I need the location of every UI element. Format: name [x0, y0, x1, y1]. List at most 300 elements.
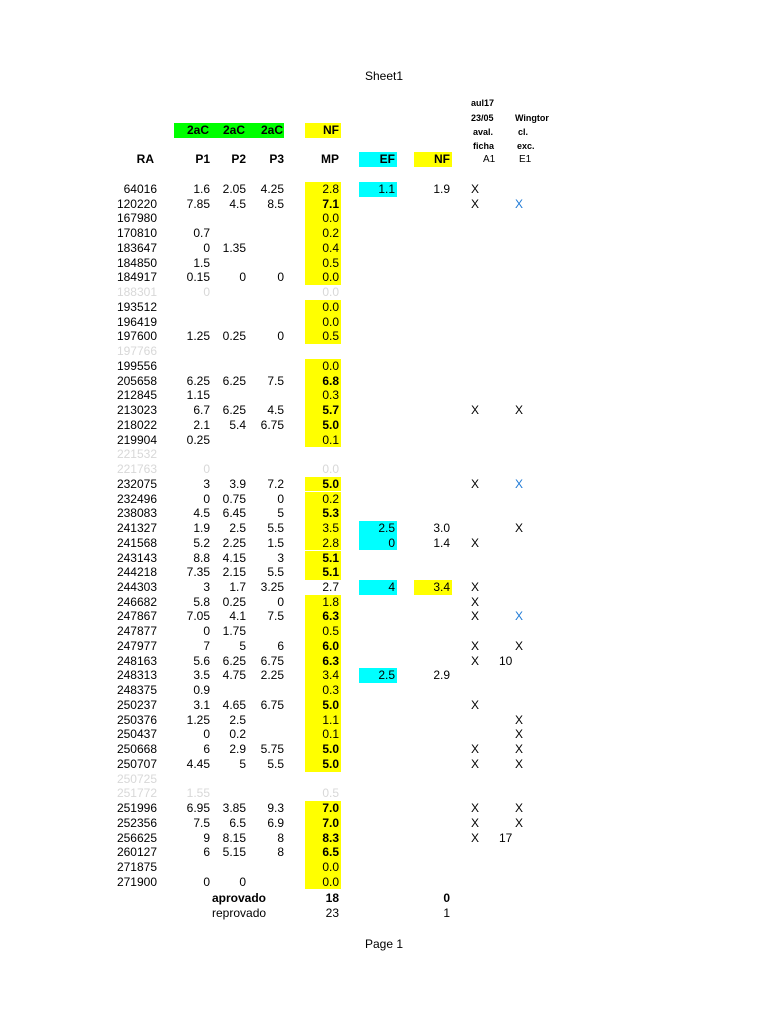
- cell-p2: 5: [239, 756, 246, 771]
- table-row: [0, 786, 768, 801]
- cell-mp: 0.0: [305, 315, 341, 330]
- cell-mp: 0.0: [305, 359, 341, 374]
- cell-p1: [160, 860, 210, 875]
- cell-ra: 241327: [116, 521, 157, 536]
- cell-ra: 247877: [116, 624, 157, 639]
- table-row: [0, 742, 768, 757]
- cell-p2: 1.7: [229, 579, 246, 594]
- cell-ra: 247867: [116, 609, 157, 624]
- cell-mp: 0.1: [305, 433, 341, 448]
- cell-ra: 251772: [116, 786, 157, 801]
- cell-p1: 7: [203, 638, 210, 653]
- cell-p3: 6.75: [260, 697, 284, 712]
- cell-p1: 0.7: [193, 226, 210, 241]
- cell-mp: 5.3: [305, 506, 341, 521]
- cell-p2: 6.5: [229, 815, 246, 830]
- cell-p2: 0.25: [222, 329, 246, 344]
- table-row: [0, 182, 768, 197]
- cell-mp: 5.0: [305, 698, 341, 713]
- cell-ra: 184917: [116, 270, 157, 285]
- cell-p3: 4.25: [260, 182, 284, 196]
- cell-p3: 5.75: [260, 742, 284, 757]
- page-number: Page 1: [364, 937, 404, 951]
- cell-p1: 0.25: [186, 432, 210, 447]
- cell-mp: [305, 772, 341, 787]
- table-row: [0, 875, 768, 890]
- cell-p1: 1.25: [186, 329, 210, 344]
- approved-label: aprovado: [212, 891, 267, 905]
- cell-p1: [160, 447, 210, 462]
- cell-ra: 250668: [116, 742, 157, 757]
- cell-p2: 2.05: [222, 182, 246, 196]
- cell-ra: 199556: [116, 358, 157, 373]
- cell-a1: X: [471, 609, 480, 624]
- cell-p2: 2.9: [229, 742, 246, 757]
- cell-p2: 0.75: [222, 491, 246, 506]
- cell-e1: X: [515, 196, 524, 211]
- cell-mp: 6.0: [305, 639, 341, 654]
- cell-ra: 243143: [116, 550, 157, 565]
- cell-a1: X: [471, 697, 480, 712]
- approved-nf-count: 0: [443, 891, 450, 905]
- cell-e1: X: [515, 756, 524, 771]
- cell-p3: [246, 447, 284, 462]
- cell-p2: [210, 359, 246, 374]
- cell-p1: 3.5: [193, 668, 210, 683]
- cell-p2: [210, 860, 246, 875]
- cell-p3: [246, 786, 284, 801]
- cell-p3: 6.9: [267, 815, 284, 830]
- cell-p1: 0: [203, 240, 210, 255]
- cell-p2: [210, 300, 246, 315]
- cell-ra: 271875: [116, 860, 157, 875]
- cell-ef: 1.1: [359, 182, 397, 197]
- cell-ra: 212845: [116, 388, 157, 403]
- cell-p2: 0.2: [229, 727, 246, 742]
- cell-mp: 0.2: [305, 226, 341, 241]
- cell-mp: 0.0: [305, 211, 341, 226]
- cell-ra: 250376: [116, 712, 157, 727]
- cell-mp: 5.1: [305, 551, 341, 566]
- cell-p1: [160, 315, 210, 330]
- cell-p2: [210, 447, 246, 462]
- cell-p2: 2.5: [229, 712, 246, 727]
- cell-p3: [246, 772, 284, 787]
- cell-a1-note: 17: [499, 830, 513, 845]
- cell-mp: 5.0: [305, 742, 341, 757]
- cell-p3: 0: [277, 329, 284, 344]
- table-row: [0, 315, 768, 330]
- cell-p3: [246, 433, 284, 448]
- cell-a1: X: [471, 638, 480, 653]
- cell-p2: 6.45: [222, 506, 246, 521]
- cell-e1: X: [515, 638, 524, 653]
- cell-ra: 244218: [116, 565, 157, 580]
- cell-p2: [210, 344, 246, 359]
- cell-mp: 5.0: [305, 418, 341, 433]
- table-row: [0, 388, 768, 403]
- cell-p3: [246, 344, 284, 359]
- cell-p1: 4.5: [193, 506, 210, 521]
- cell-p1: 6.25: [186, 373, 210, 388]
- table-row: [0, 211, 768, 226]
- cell-a1: X: [471, 594, 480, 609]
- cell-e1: X: [515, 815, 524, 830]
- cell-e1: X: [515, 476, 524, 491]
- cell-mp: 3.5: [305, 521, 341, 536]
- cell-p3: 7.2: [267, 476, 284, 491]
- cell-nf: 1.4: [433, 535, 450, 550]
- cell-p1: 6: [203, 845, 210, 860]
- cell-nf: 1.9: [433, 182, 450, 196]
- cell-a1: X: [471, 535, 480, 550]
- cell-p1: 7.85: [186, 196, 210, 211]
- cell-mp: 0.5: [322, 786, 339, 801]
- cell-p1: 5.8: [193, 594, 210, 609]
- table-row: [0, 580, 768, 595]
- cell-p3: 3: [277, 550, 284, 565]
- cell-p1: 6.7: [193, 403, 210, 418]
- cell-mp: 0.2: [305, 492, 341, 507]
- cell-ra: 213023: [116, 403, 157, 418]
- table-row: [0, 492, 768, 507]
- cell-mp: 2.8: [305, 182, 341, 197]
- cell-p3: 2.25: [260, 668, 284, 683]
- cell-p3: 4.5: [267, 403, 284, 418]
- cell-p1: 3.1: [193, 697, 210, 712]
- note-wing-3: exc.: [517, 141, 535, 151]
- cell-p3: [246, 226, 284, 241]
- cell-ra: 219904: [116, 432, 157, 447]
- cell-e1: X: [515, 712, 524, 727]
- cell-p2: [210, 388, 246, 403]
- cell-mp: 2.7: [322, 579, 339, 594]
- cell-p3: 7.5: [267, 373, 284, 388]
- cell-p2: [210, 285, 246, 300]
- cell-mp: 0.5: [305, 256, 341, 271]
- cell-p1: 3: [203, 579, 210, 594]
- note-aul-3: aval.: [473, 127, 494, 137]
- cell-nf: 2.9: [433, 668, 450, 683]
- group-header-p1: 2aC: [174, 123, 210, 138]
- cell-ra: 252356: [116, 815, 157, 830]
- cell-p3: 5.5: [267, 521, 284, 536]
- cell-ra: 241568: [116, 535, 157, 550]
- cell-p1: 0: [203, 285, 210, 300]
- table-row: [0, 359, 768, 374]
- cell-p3: [246, 285, 284, 300]
- table-row: [0, 713, 768, 728]
- failed-mp-count: 23: [325, 906, 339, 920]
- cell-p1: 0.9: [193, 683, 210, 698]
- table-row: [0, 698, 768, 713]
- table-row: [0, 565, 768, 580]
- table-row: [0, 639, 768, 654]
- table-row: [0, 447, 768, 462]
- cell-p3: 9.3: [267, 801, 284, 816]
- table-row: [0, 462, 768, 477]
- table-row: [0, 521, 768, 536]
- table-row: [0, 329, 768, 344]
- cell-p1: 3: [203, 476, 210, 491]
- cell-ra: 221763: [116, 462, 157, 477]
- cell-mp: 6.5: [305, 845, 341, 860]
- cell-a1-note: 10: [499, 653, 513, 668]
- cell-ra: 248375: [116, 683, 157, 698]
- cell-ra: 248313: [116, 668, 157, 683]
- cell-p2: 2.5: [229, 521, 246, 536]
- cell-p1: 8.8: [193, 550, 210, 565]
- cell-p3: [246, 860, 284, 875]
- cell-ra: 246682: [116, 594, 157, 609]
- cell-a1: X: [471, 196, 480, 211]
- cell-mp: 0.0: [305, 270, 341, 285]
- cell-p2: 2.15: [222, 565, 246, 580]
- cell-mp: 5.1: [305, 565, 341, 580]
- cell-p2: [210, 772, 246, 787]
- cell-p3: 5: [277, 506, 284, 521]
- cell-p3: [246, 241, 284, 256]
- cell-ra: 250437: [116, 727, 157, 742]
- table-row: [0, 344, 768, 359]
- cell-p3: 0: [277, 491, 284, 506]
- cell-p1: [160, 772, 210, 787]
- table-row: [0, 226, 768, 241]
- cell-e1: X: [515, 801, 524, 816]
- cell-p3: 3.25: [260, 579, 284, 594]
- cell-mp: 7.0: [305, 801, 341, 816]
- table-row: [0, 197, 768, 212]
- cell-nf: 3.4: [414, 580, 452, 595]
- cell-e1: X: [515, 727, 524, 742]
- cell-ra: 167980: [116, 211, 157, 226]
- cell-p1: 2.1: [193, 417, 210, 432]
- table-row: [0, 727, 768, 742]
- cell-p1: 0: [203, 462, 210, 477]
- cell-p2: 6.25: [222, 653, 246, 668]
- table-row: [0, 595, 768, 610]
- cell-ra: 170810: [116, 226, 157, 241]
- col-header-ra: RA: [136, 152, 154, 166]
- col-header-ef: EF: [359, 152, 397, 167]
- group-header-p3: 2aC: [246, 123, 284, 138]
- cell-p3: [246, 359, 284, 374]
- cell-p1: 9: [203, 830, 210, 845]
- cell-ra: 221532: [116, 447, 157, 462]
- cell-p1: [160, 359, 210, 374]
- cell-mp: 0.3: [305, 388, 341, 403]
- cell-p1: 7.5: [193, 815, 210, 830]
- cell-ra: 193512: [116, 299, 157, 314]
- cell-p2: 1.35: [222, 240, 246, 255]
- cell-p3: [246, 624, 284, 639]
- cell-p2: 2.25: [222, 535, 246, 550]
- cell-ra: 256625: [116, 830, 157, 845]
- table-row: [0, 477, 768, 492]
- cell-p2: 4.65: [222, 697, 246, 712]
- cell-mp: 0.0: [305, 860, 341, 875]
- cell-ef: 2.5: [359, 521, 397, 536]
- col-header-nf: NF: [414, 152, 452, 167]
- cell-ef: 4: [359, 580, 397, 595]
- cell-p3: [246, 388, 284, 403]
- cell-mp: 6.3: [305, 609, 341, 624]
- cell-p2: [210, 226, 246, 241]
- cell-mp: 2.8: [305, 536, 341, 551]
- cell-mp: 0.0: [322, 285, 339, 300]
- table-row: [0, 536, 768, 551]
- table-row: [0, 270, 768, 285]
- cell-e1: X: [515, 521, 524, 536]
- cell-ra: 250725: [116, 771, 157, 786]
- cell-p2: 1.75: [222, 624, 246, 639]
- cell-p3: 8: [277, 830, 284, 845]
- cell-p1: 0: [203, 727, 210, 742]
- cell-ra: 205658: [116, 373, 157, 388]
- table-row: [0, 757, 768, 772]
- cell-p1: 1.9: [193, 521, 210, 536]
- cell-mp: 5.7: [305, 403, 341, 418]
- cell-ra: 232496: [116, 491, 157, 506]
- cell-ra: 244303: [116, 579, 157, 594]
- cell-p2: [210, 433, 246, 448]
- cell-mp: 0.0: [305, 875, 341, 890]
- table-row: [0, 506, 768, 521]
- cell-p3: [246, 713, 284, 728]
- cell-mp: 0.3: [305, 683, 341, 698]
- table-row: [0, 845, 768, 860]
- cell-e1: X: [515, 609, 524, 624]
- cell-p1: 7.35: [186, 565, 210, 580]
- cell-p1: 5.6: [193, 653, 210, 668]
- cell-ra: 250707: [116, 756, 157, 771]
- cell-p1: [160, 211, 210, 226]
- cell-p1: 0.15: [186, 270, 210, 285]
- cell-a1: X: [471, 756, 480, 771]
- cell-p1: 6.95: [186, 801, 210, 816]
- table-row: [0, 609, 768, 624]
- cell-ra: 183647: [116, 240, 157, 255]
- cell-p3: 6: [277, 638, 284, 653]
- cell-p3: 7.5: [267, 609, 284, 624]
- cell-p1: 1.25: [186, 712, 210, 727]
- col-header-e1: E1: [519, 154, 532, 165]
- cell-p1: 0: [203, 874, 210, 889]
- cell-p3: [246, 875, 284, 890]
- table-row: [0, 418, 768, 433]
- approved-mp-count: 18: [325, 891, 339, 905]
- cell-a1: X: [471, 801, 480, 816]
- table-row: [0, 816, 768, 831]
- failed-nf-count: 1: [443, 906, 450, 920]
- cell-mp: 3.4: [305, 668, 341, 683]
- table-row: [0, 256, 768, 271]
- table-row: [0, 801, 768, 816]
- cell-p3: [246, 211, 284, 226]
- cell-p1: [160, 344, 210, 359]
- cell-nf: 3.0: [433, 521, 450, 536]
- cell-ra: 184850: [116, 255, 157, 270]
- cell-p2: 6.25: [222, 403, 246, 418]
- cell-p1: 5.2: [193, 535, 210, 550]
- sheet-title: Sheet1: [364, 69, 404, 83]
- group-header-mp: NF: [305, 123, 341, 138]
- cell-ra: 196419: [116, 314, 157, 329]
- table-row: [0, 831, 768, 846]
- cell-a1: X: [471, 815, 480, 830]
- cell-p3: 8: [277, 845, 284, 860]
- cell-p1: 7.05: [186, 609, 210, 624]
- note-aul-1: aul17: [471, 98, 495, 108]
- group-header-p2: 2aC: [210, 123, 246, 138]
- cell-ra: 218022: [116, 417, 157, 432]
- cell-p3: [246, 315, 284, 330]
- cell-a1: X: [471, 579, 480, 594]
- cell-p3: [246, 462, 284, 477]
- cell-ra: 260127: [116, 845, 157, 860]
- cell-p2: 5: [239, 638, 246, 653]
- note-wing-1: Wingtor: [515, 113, 549, 123]
- cell-ra: 197766: [116, 344, 157, 359]
- cell-p2: 5.4: [229, 417, 246, 432]
- table-row: [0, 551, 768, 566]
- cell-ef: 2.5: [359, 668, 397, 683]
- cell-p2: 8.15: [222, 830, 246, 845]
- cell-mp: 1.8: [305, 595, 341, 610]
- cell-ra: 247977: [116, 638, 157, 653]
- table-row: [0, 683, 768, 698]
- cell-ra: 271900: [116, 874, 157, 889]
- cell-p1: 1.6: [193, 182, 210, 196]
- cell-mp: 0.0: [322, 462, 339, 477]
- cell-p3: 5.5: [267, 565, 284, 580]
- cell-ra: 250237: [116, 697, 157, 712]
- table-row: [0, 654, 768, 669]
- cell-p3: 6.75: [260, 653, 284, 668]
- cell-p2: 0: [239, 874, 246, 889]
- cell-p1: 0: [203, 491, 210, 506]
- cell-mp: 6.3: [305, 654, 341, 669]
- cell-mp: 7.1: [305, 197, 341, 212]
- cell-p2: 0.25: [222, 594, 246, 609]
- cell-mp: 0.0: [305, 300, 341, 315]
- cell-p1: 4.45: [186, 756, 210, 771]
- cell-mp: 0.5: [305, 329, 341, 344]
- cell-mp: 5.0: [305, 757, 341, 772]
- table-row: [0, 668, 768, 683]
- cell-p2: 3.9: [229, 476, 246, 491]
- cell-ra: 197600: [116, 329, 157, 344]
- cell-e1: X: [515, 742, 524, 757]
- table-row: [0, 241, 768, 256]
- cell-p2: 3.85: [222, 801, 246, 816]
- cell-mp: 5.0: [305, 477, 341, 492]
- cell-p3: [246, 256, 284, 271]
- cell-ra: 251996: [116, 801, 157, 816]
- table-row: [0, 624, 768, 639]
- cell-a1: X: [471, 653, 480, 668]
- table-row: [0, 285, 768, 300]
- cell-p1: [160, 300, 210, 315]
- table-row: [0, 374, 768, 389]
- cell-p2: [210, 786, 246, 801]
- cell-ra: 120220: [116, 196, 157, 211]
- cell-p2: 4.75: [222, 668, 246, 683]
- note-aul-4: ficha: [473, 141, 495, 151]
- cell-mp: 0.4: [305, 241, 341, 256]
- cell-mp: [305, 344, 341, 359]
- cell-ra: 238083: [116, 506, 157, 521]
